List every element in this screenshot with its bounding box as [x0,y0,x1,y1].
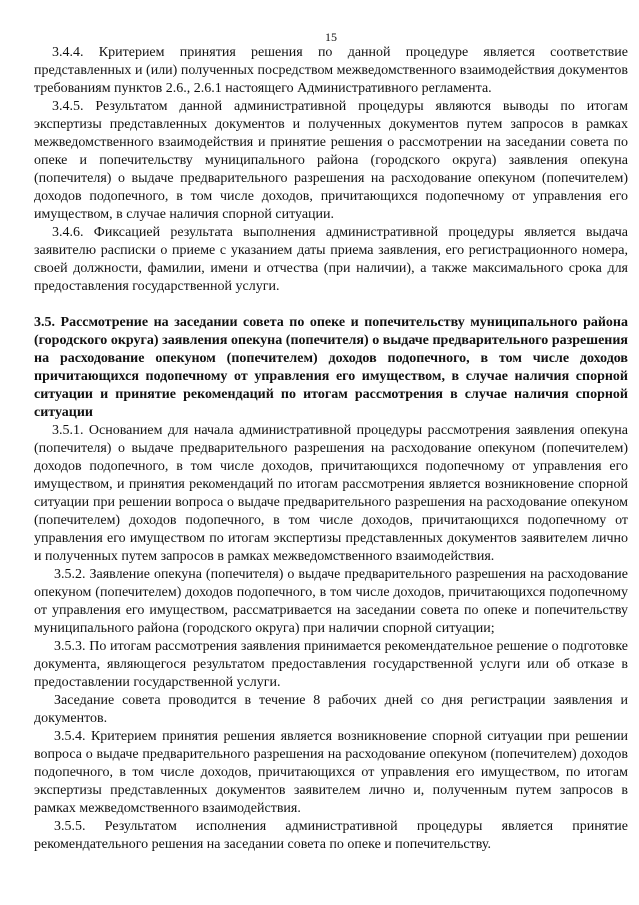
section-gap [34,296,628,314]
section-heading-3-5: 3.5. Рассмотрение на заседании совета по опеке и попечительству муниципального района (городского округа) заявления опекуна (попечителя) о выдаче предварительного разрешения на расходование опекуном (попечителем) доходов подопечного, в том числе доходов причитающихся подопечному от управления его имуществом, в случае наличия спорной ситуации и принятие рекомендаций по итогам рассмотрения в случае наличия спорной ситуации [34,315,628,420]
document-page [34,30,628,854]
page-number: 15 [325,30,337,44]
paragraph-3-4-5: 3.4.5. Результатом данной административной процедуры являются выводы по итогам экспертизы представленных документов и полученных документов путем запросов в рамках межведомственного взаимодействия и принятие решения о рассмотрении на заседании совета по опеке и попечительству муниципального района (городского округа) заявления опекуна (попечителя) о выдаче предварительного разрешения на расходование опекуном (попечителем) доходов подопечного, в том числе доходов, причитающихся подопечному от управления его имуществом, в случае наличия спорной ситуации. [34,99,628,222]
paragraph-3-4-4: 3.4.4. Критерием принятия решения по данной процедуре является соответствие представленных и (или) полученных посредством межведомственного взаимодействия документов требованиям пунктов 2.6., 2.6.1 настоящего Административного регламента. [34,45,628,96]
paragraph-3-5-3: 3.5.3. По итогам рассмотрения заявления принимается рекомендательное решение о подготовке документа, являющегося результатом предоставления государственной услуги или об отказе в предоставлении государственной услуги. [34,639,628,690]
paragraph-3-5-4: 3.5.4. Критерием принятия решения является возникновение спорной ситуации при решении вопроса о выдаче предварительного разрешения на расходование опекуном (попечителем) доходов подопечного, в том числе доходов, причитающихся от управления его имуществом, по итогам экспертизы представленных документов заявителем лично и, полученным путем запросов в рамках межведомственного взаимодействия. [34,729,628,816]
paragraph-3-5-1: 3.5.1. Основанием для начала административной процедуры рассмотрения заявления опекуна (попечителя) о выдаче предварительного разрешения на расходование опекуном (попечителем) доходов подопечного, в том числе доходов, причитающихся подопечному от управления его имуществом, и принятия рекомендаций по итогам рассмотрения является возникновение спорной ситуации при решении вопроса о выдаче предварительного разрешения на расходование опекуном (попечителем) доходов подопечного, в том числе доходов, причитающихся подопечному от управления его имуществом по итогам экспертизы представленных документов заявителем лично и полученных путем запросов в рамках межведомственного взаимодействия. [34,423,628,564]
paragraph-meeting-term: Заседание совета проводится в течение 8 рабочих дней со дня регистрации заявления и документов. [34,693,628,726]
paragraph-3-5-5: 3.5.5. Результатом исполнения административной процедуры является принятие рекомендательного решения на заседании совета по опеке и попечительству. [34,819,628,852]
paragraph-3-4-6: 3.4.6. Фиксацией результата выполнения административной процедуры является выдача заявителю расписки о приеме с указанием даты приема заявления, его регистрационного номера, своей должности, фамилии, имени и отчества (при наличии), а также максимального срока для предоставления государственной услуги. [34,225,628,294]
paragraph-3-5-2: 3.5.2. Заявление опекуна (попечителя) о выдаче предварительного разрешения на расходование опекуном (попечителем) доходов подопечного, в том числе доходов, причитающихся подопечному от управления его имуществом, рассматривается на заседании совета по опеке и попечительству муниципального района (городского округа) при наличии спорной ситуации; [34,567,628,636]
